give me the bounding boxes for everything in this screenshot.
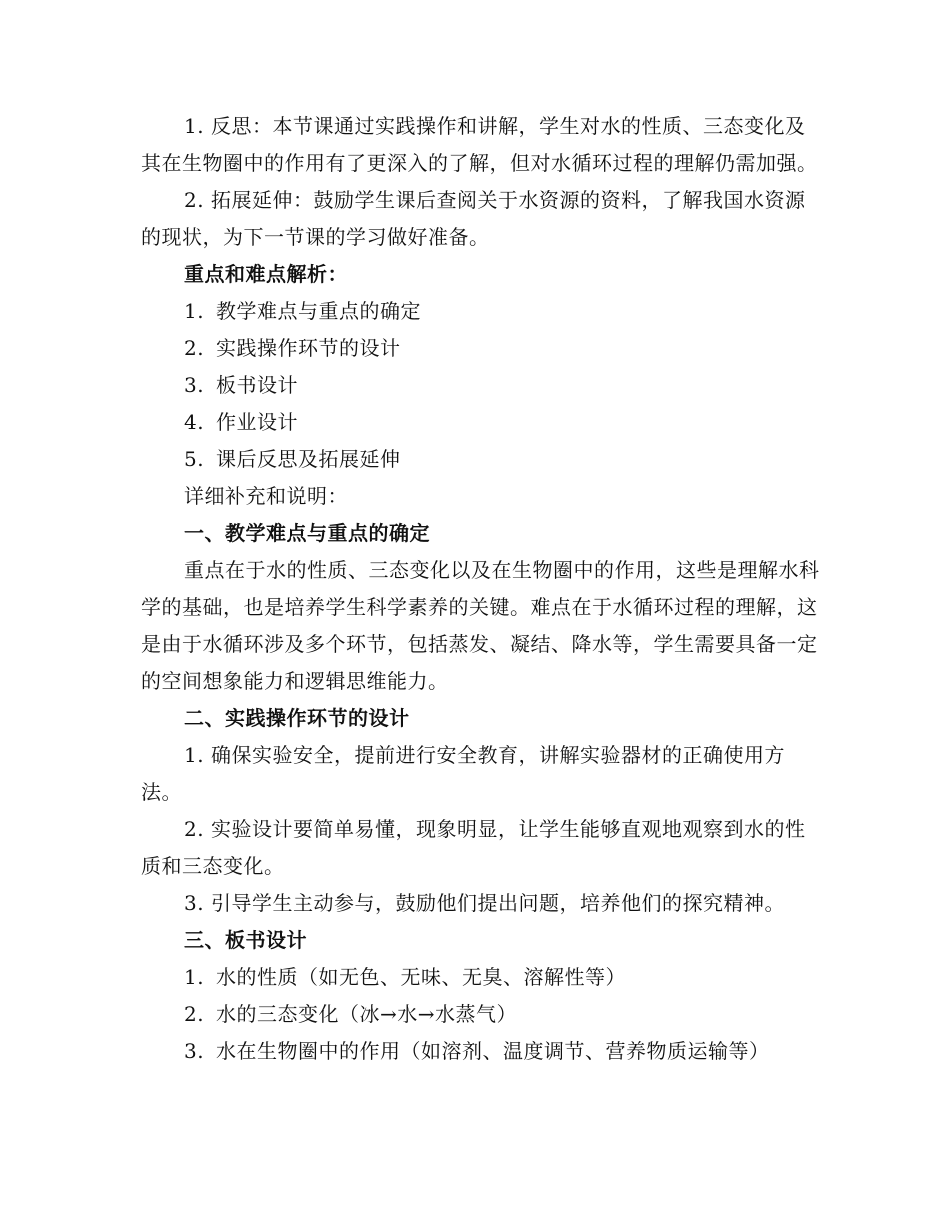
list-text: 水的三态变化（冰→水→水蒸气） bbox=[216, 1002, 518, 1026]
list-item bbox=[141, 441, 821, 478]
list-number: 1. bbox=[184, 299, 205, 323]
list-text: 板书设计 bbox=[216, 373, 298, 397]
supplement-heading: 详细补充和说明： bbox=[184, 484, 348, 508]
list-number: 3. bbox=[184, 373, 205, 397]
list-number: 2. bbox=[184, 1002, 205, 1026]
section-two-item: 1. 确保实验安全，提前进行安全教育，讲解实验器材的正确使用方法。 bbox=[141, 743, 785, 804]
list-text: 实践操作环节的设计 bbox=[216, 336, 401, 360]
list-item bbox=[141, 1033, 821, 1070]
list-text: 水的性质（如无色、无味、无臭、溶解性等） bbox=[216, 965, 626, 989]
list-number: 2. bbox=[184, 336, 205, 360]
list-number: 4. bbox=[184, 410, 205, 434]
list-item bbox=[141, 959, 821, 996]
list-number: 1. bbox=[184, 965, 205, 989]
extension-paragraph: 2. 拓展延伸：鼓励学生课后查阅关于水资源的资料，了解我国水资源的现状，为下一节课的学习做好准备。 bbox=[141, 188, 806, 249]
list-text: 课后反思及拓展延伸 bbox=[216, 447, 401, 471]
list-text: 水在生物圈中的作用（如溶剂、温度调节、营养物质运输等） bbox=[216, 1039, 770, 1063]
key-points-heading: 重点和难点解析： bbox=[184, 262, 348, 286]
section-two-item: 2. 实验设计要简单易懂，现象明显，让学生能够直观地观察到水的性质和三态变化。 bbox=[141, 817, 806, 878]
list-item bbox=[141, 293, 821, 330]
list-item bbox=[141, 330, 821, 367]
list-item bbox=[141, 404, 821, 441]
section-one-body: 重点在于水的性质、三态变化以及在生物圈中的作用，这些是理解水科学的基础，也是培养学生科学素养的关键。难点在于水循环过程的理解，这是由于水循环涉及多个环节，包括蒸发、凝结、降水等，学生需要具备一定的空间想象能力和逻辑思维能力。 bbox=[141, 558, 820, 693]
list-number: 5. bbox=[184, 447, 205, 471]
list-number: 3. bbox=[184, 1039, 205, 1063]
list-text: 教学难点与重点的确定 bbox=[216, 299, 421, 323]
reflection-paragraph: 1. 反思：本节课通过实践操作和讲解，学生对水的性质、三态变化及其在生物圈中的作用有了更深入的了解，但对水循环过程的理解仍需加强。 bbox=[141, 114, 818, 175]
list-item bbox=[141, 367, 821, 404]
section-one-heading: 一、教学难点与重点的确定 bbox=[184, 521, 430, 545]
list-text: 作业设计 bbox=[216, 410, 298, 434]
section-two-item: 3. 引导学生主动参与，鼓励他们提出问题，培养他们的探究精神。 bbox=[184, 891, 785, 915]
section-two-heading: 二、实践操作环节的设计 bbox=[184, 706, 410, 730]
document-body bbox=[141, 108, 821, 1070]
section-three-heading: 三、板书设计 bbox=[184, 928, 307, 952]
list-item bbox=[141, 996, 821, 1033]
